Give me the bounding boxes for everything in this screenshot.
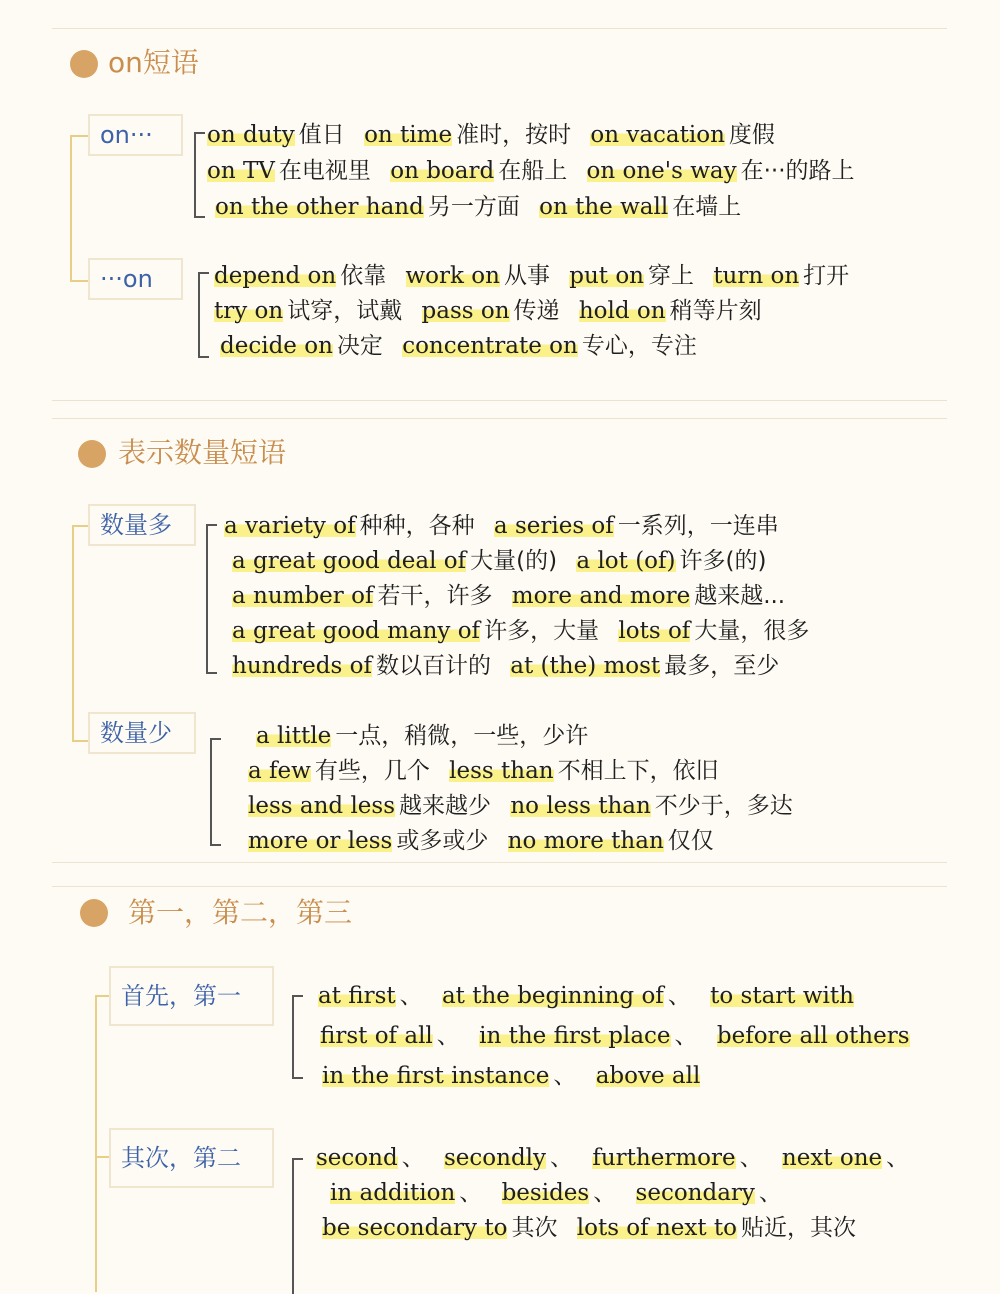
phrase-line (224, 511, 791, 541)
phrase-line (214, 261, 861, 291)
phrase: pass on (421, 298, 510, 324)
phrase: before all others (716, 1023, 910, 1049)
phrase: more or less (248, 828, 393, 854)
phrase: less and less (248, 793, 396, 819)
translation: 或多或少 (396, 828, 489, 854)
group-label: on··· (88, 114, 183, 156)
phrase: in addition (330, 1180, 456, 1206)
phrase: on the wall (539, 194, 669, 220)
tree-connector (95, 995, 109, 997)
phrase: a little (256, 723, 332, 749)
phrase-line (256, 721, 600, 751)
phrase-line (248, 756, 731, 786)
tree-connector (70, 280, 88, 282)
phrase-line (207, 156, 867, 186)
bullet-dot-icon (70, 50, 98, 78)
phrase: at first (318, 983, 396, 1009)
phrase: besides (501, 1180, 590, 1206)
phrase: first of all (320, 1023, 433, 1049)
phrase-line (232, 546, 778, 576)
phrase: on vacation (590, 122, 725, 148)
bracket (206, 524, 217, 674)
phrase-line (330, 1178, 794, 1208)
translation: 在船上 (498, 158, 568, 184)
tree-connector (95, 995, 97, 1292)
translation: 越来越少 (399, 793, 492, 819)
translation: 、 (436, 1023, 460, 1049)
phrase: hold on (578, 298, 666, 324)
translation: 仅仅 (667, 828, 714, 854)
translation: 准时，按时 (456, 122, 572, 148)
phrase: at (the) most (510, 653, 661, 679)
phrase-line (322, 1213, 868, 1243)
phrase: second (316, 1145, 398, 1171)
phrase-line (232, 651, 791, 681)
translation: 、 (593, 1180, 617, 1206)
section-title: 表示数量短语 (118, 436, 287, 469)
phrase: no more than (507, 828, 664, 854)
phrase: on duty (207, 122, 295, 148)
phrase: hundreds of (232, 653, 372, 679)
translation: 数以百计的 (375, 653, 491, 679)
phrase-line (318, 981, 870, 1011)
bracket (194, 132, 205, 218)
phrase: work on (405, 263, 500, 289)
translation: 在墙上 (672, 194, 742, 220)
top-divider (52, 28, 947, 29)
phrase: lots of next to (576, 1215, 738, 1241)
bullet-dot-icon (80, 899, 108, 927)
translation: 在···的路上 (740, 158, 855, 184)
translation: 传递 (513, 298, 560, 324)
translation: 、 (401, 1145, 425, 1171)
group-label: 首先，第一 (109, 966, 274, 1026)
divider (52, 400, 947, 401)
translation: 不少于，多达 (654, 793, 793, 819)
translation: 、 (739, 1145, 763, 1171)
bracket (292, 1158, 303, 1294)
translation: 另一方面 (427, 194, 520, 220)
translation: 稍等片刻 (669, 298, 762, 324)
phrase: on TV (207, 158, 275, 184)
translation: 大量(的) (470, 548, 558, 574)
phrase: above all (595, 1063, 701, 1089)
phrase: lots of (618, 618, 691, 644)
phrase: secondary (635, 1180, 755, 1206)
translation: 在电视里 (278, 158, 371, 184)
translation: 不相上下，依旧 (557, 758, 719, 784)
bullet-dot-icon (78, 440, 106, 468)
phrase: put on (569, 263, 644, 289)
translation: 、 (674, 1023, 698, 1049)
phrase: next one (781, 1145, 883, 1171)
phrase: be secondary to (322, 1215, 508, 1241)
phrase-line (232, 616, 821, 646)
translation: 大量，很多 (694, 618, 810, 644)
translation: 贴近，其次 (741, 1215, 857, 1241)
phrase: concentrate on (402, 333, 578, 359)
phrase: secondly (444, 1145, 547, 1171)
tree-connector (95, 1156, 109, 1158)
phrase: to start with (710, 983, 854, 1009)
phrase: a few (248, 758, 311, 784)
translation: 打开 (803, 263, 850, 289)
phrase: try on (214, 298, 284, 324)
group-label: 数量少 (88, 712, 196, 754)
translation: 最多，至少 (664, 653, 780, 679)
phrase: depend on (214, 263, 337, 289)
translation: 依靠 (340, 263, 387, 289)
divider (52, 886, 947, 887)
translation: 值日 (298, 122, 345, 148)
translation: 、 (553, 1063, 577, 1089)
translation: 其次 (511, 1215, 558, 1241)
phrase: turn on (713, 263, 800, 289)
translation: 度假 (728, 122, 775, 148)
divider (52, 418, 947, 419)
phrase: at the beginning of (441, 983, 664, 1009)
phrase: on the other hand (215, 194, 424, 220)
phrase-line (232, 581, 797, 611)
phrase: no less than (510, 793, 651, 819)
phrase: decide on (220, 333, 333, 359)
phrase: a series of (493, 513, 614, 539)
bracket (198, 272, 209, 358)
phrase-line (320, 1021, 926, 1051)
translation: 、 (758, 1180, 782, 1206)
phrase-line (322, 1061, 716, 1091)
tree-connector (72, 525, 88, 527)
bracket (210, 738, 221, 846)
section-title: on短语 (108, 46, 199, 79)
phrase-line (215, 192, 753, 222)
tree-connector (70, 135, 72, 280)
translation: 、 (399, 983, 423, 1009)
bracket (292, 995, 303, 1079)
translation: 、 (459, 1180, 483, 1206)
translation: 若干，许多 (377, 583, 493, 609)
group-label: ···on (88, 258, 183, 300)
phrase: furthermore (592, 1145, 736, 1171)
group-label: 数量多 (88, 504, 196, 546)
phrase: a number of (232, 583, 374, 609)
translation: 一点，稍微，一些，少许 (335, 723, 589, 749)
phrase: on board (390, 158, 495, 184)
translation: 有些，几个 (314, 758, 430, 784)
phrase-line (248, 791, 805, 821)
divider (52, 862, 947, 863)
phrase: on time (364, 122, 453, 148)
tree-connector (72, 525, 74, 740)
phrase-line (214, 296, 774, 326)
phrase: in the first instance (322, 1063, 550, 1089)
phrase: a great good many of (232, 618, 481, 644)
section-title: 第一，第二，第三 (128, 896, 353, 929)
translation: 穿上 (648, 263, 694, 289)
phrase: less than (449, 758, 554, 784)
phrase: on one's way (586, 158, 737, 184)
phrase: a variety of (224, 513, 356, 539)
translation: 专心，专注 (581, 333, 697, 359)
phrase: a lot (of) (576, 548, 676, 574)
translation: 、 (886, 1145, 910, 1171)
translation: 、 (550, 1145, 574, 1171)
translation: 一系列，一连串 (617, 513, 779, 539)
phrase-line (220, 331, 709, 361)
translation: 试穿，试戴 (287, 298, 403, 324)
translation: 许多，大量 (484, 618, 600, 644)
translation: 种种，各种 (359, 513, 475, 539)
phrase: a great good deal of (232, 548, 467, 574)
translation: 越来越... (694, 583, 786, 609)
phrase-line (248, 826, 726, 856)
phrase: more and more (511, 583, 691, 609)
tree-connector (70, 135, 88, 137)
phrase: in the first place (479, 1023, 671, 1049)
phrase-line (316, 1143, 921, 1173)
translation: 决定 (336, 333, 383, 359)
translation: 、 (667, 983, 691, 1009)
phrase-line (207, 120, 787, 150)
group-label: 其次，第二 (109, 1128, 274, 1188)
tree-connector (72, 740, 88, 742)
translation: 从事 (503, 263, 550, 289)
translation: 许多(的) (679, 548, 767, 574)
